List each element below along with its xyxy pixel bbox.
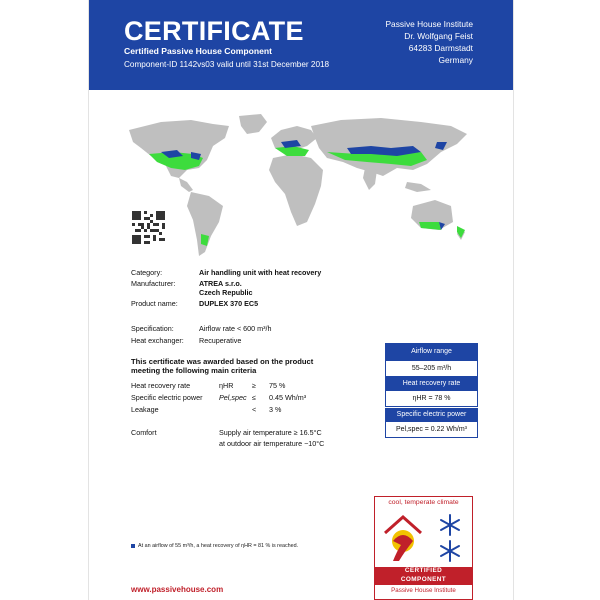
electric-power-value: Pel,spec = 0.22 Wh/m³ [385,421,478,438]
seal-band [375,567,472,585]
criteria-label: Leakage [131,405,159,414]
heat-exchanger-label: Heat exchanger: [131,336,184,345]
electric-power-heading: Specific electric power [385,408,478,421]
comfort-line: at outdoor air temperature −10°C [219,439,325,448]
criteria-operator: ≤ [252,393,256,402]
world-map-icon [121,112,481,260]
address-line: Passive House Institute [385,19,473,29]
criteria-heading-line: meeting the following main criteria [131,366,257,375]
footnote-text: At an airflow of 55 m³/h, a heat recovery of ηHR = 81 % is reached. [138,543,299,549]
criteria-symbol: Pel,spec [219,393,247,402]
category-label: Category: [131,268,163,277]
airflow-range-value: 55–205 m³/h [385,360,478,377]
seal-climate: cool, temperate climate [388,499,459,506]
product-value: DUPLEX 370 EC5 [199,299,259,308]
certified-component-seal [374,496,473,600]
snowflake-icon [435,513,465,563]
manufacturer-name: ATREA s.r.o. [199,279,242,288]
seal-institute: Passive House Institute [391,587,456,594]
certificate-header [89,0,513,90]
criteria-heading [131,357,313,375]
seal-band-line: CERTIFIED [404,567,443,574]
manufacturer-label: Manufacturer: [131,279,176,288]
category-value: Air handling unit with heat recovery [199,268,322,277]
component-id: Component-ID 1142vs03 valid until 31st December 2018 [124,60,330,69]
heat-exchanger-value: Recuperative [199,336,242,345]
criteria-label: Heat recovery rate [131,381,191,390]
bullet-icon [131,544,135,548]
specification-value: Airflow rate < 600 m³/h [199,324,272,333]
address-line: 64283 Darmstadt [408,43,473,53]
qr-code-icon[interactable] [132,211,165,244]
institute-address [385,18,473,66]
criteria-symbol: ηHR [219,381,234,390]
criteria-value: 0.45 Wh/m³ [269,393,307,402]
address-line: Dr. Wolfgang Feist [404,31,473,41]
airflow-range-heading: Airflow range [385,343,478,360]
certificate-subtitle: Certified Passive House Component [124,46,273,56]
heat-recovery-value: ηHR = 78 % [385,390,478,407]
manufacturer-country: Czech Republic [199,288,253,297]
criteria-value: 3 % [269,405,282,414]
website-link[interactable]: www.passivehouse.com [131,585,224,594]
comfort-line: Supply air temperature ≥ 16.5°C [219,428,322,437]
product-label: Product name: [131,299,178,308]
comfort-label: Comfort [131,428,157,437]
criteria-value: 75 % [269,381,286,390]
specification-label: Specification: [131,324,174,333]
footnote [131,543,298,549]
criteria-label: Specific electric power [131,393,203,402]
criteria-operator: < [252,405,257,414]
certificate-title: CERTIFICATE [124,16,304,46]
address-line: Germany [438,55,473,65]
passive-house-logo-icon [381,511,427,565]
seal-band-line: COMPONENT [400,575,447,583]
criteria-heading-line: This certificate was awarded based on the product [131,357,314,366]
heat-recovery-heading: Heat recovery rate [385,377,478,390]
criteria-operator: ≥ [252,381,256,390]
certificate-page [88,0,514,600]
